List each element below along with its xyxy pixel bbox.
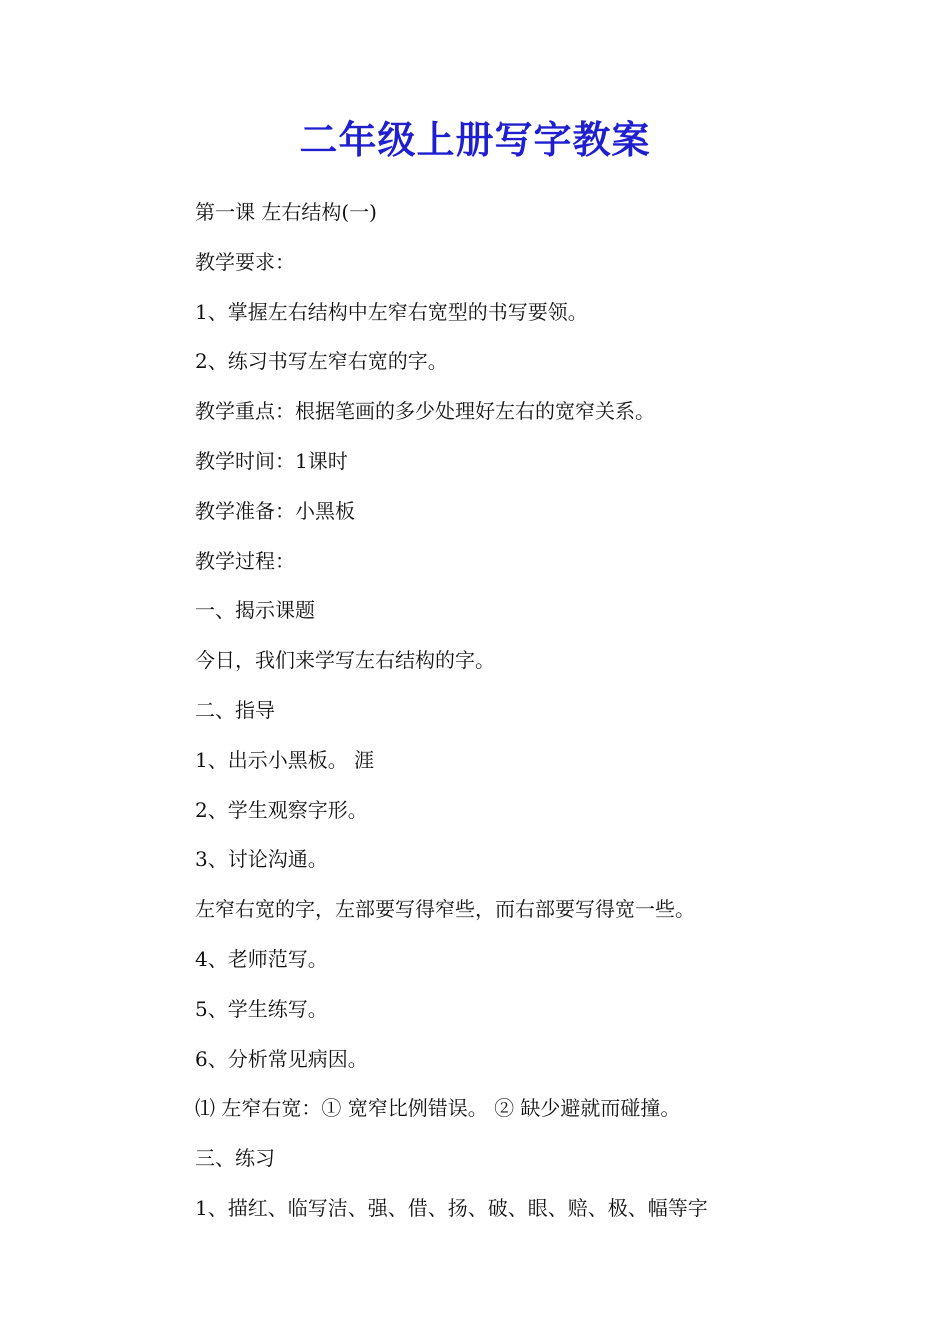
lesson-heading: 第一课 左右结构(一) bbox=[195, 200, 377, 224]
list-item: 6、分析常见病因。 bbox=[195, 1046, 368, 1071]
list-item: 1、描红、临写洁、强、借、扬、破、眼、赔、极、幅等字 bbox=[195, 1195, 708, 1220]
paragraph-line: 今日，我们来学写左右结构的字。 bbox=[195, 648, 495, 673]
teaching-process-label: 教学过程： bbox=[195, 548, 295, 573]
teaching-focus: 教学重点：根据笔画的多少处理好左右的宽窄关系。 bbox=[195, 399, 655, 424]
section-heading-1: 一、揭示课题 bbox=[195, 598, 315, 623]
sub-list-item: ⑴ 左窄右宽：① 宽窄比例错误。 ② 缺少避就而碰撞。 bbox=[195, 1096, 681, 1121]
teaching-time: 教学时间：1课时 bbox=[195, 448, 348, 473]
list-item: 3、讨论沟通。 bbox=[195, 847, 328, 872]
section-heading-3: 三、练习 bbox=[195, 1146, 275, 1171]
requirement-item-1: 1、掌握左右结构中左窄右宽型的书写要领。 bbox=[195, 299, 588, 324]
list-item: 2、学生观察字形。 bbox=[195, 797, 368, 822]
document-body bbox=[195, 194, 815, 1240]
section-heading-2: 二、指导 bbox=[195, 697, 275, 722]
paragraph-line: 左窄右宽的字，左部要写得窄些，而右部要写得宽一些。 bbox=[195, 897, 695, 922]
document-title: 二年级上册写字教案 bbox=[299, 118, 651, 162]
list-item: 5、学生练写。 bbox=[195, 996, 328, 1021]
list-item: 4、老师范写。 bbox=[195, 946, 328, 971]
teaching-requirements-label: 教学要求： bbox=[195, 249, 295, 274]
teaching-preparation: 教学准备：小黑板 bbox=[195, 498, 355, 523]
list-item: 1、出示小黑板。 涯 bbox=[195, 747, 375, 772]
requirement-item-2: 2、练习书写左窄右宽的字。 bbox=[195, 349, 448, 374]
